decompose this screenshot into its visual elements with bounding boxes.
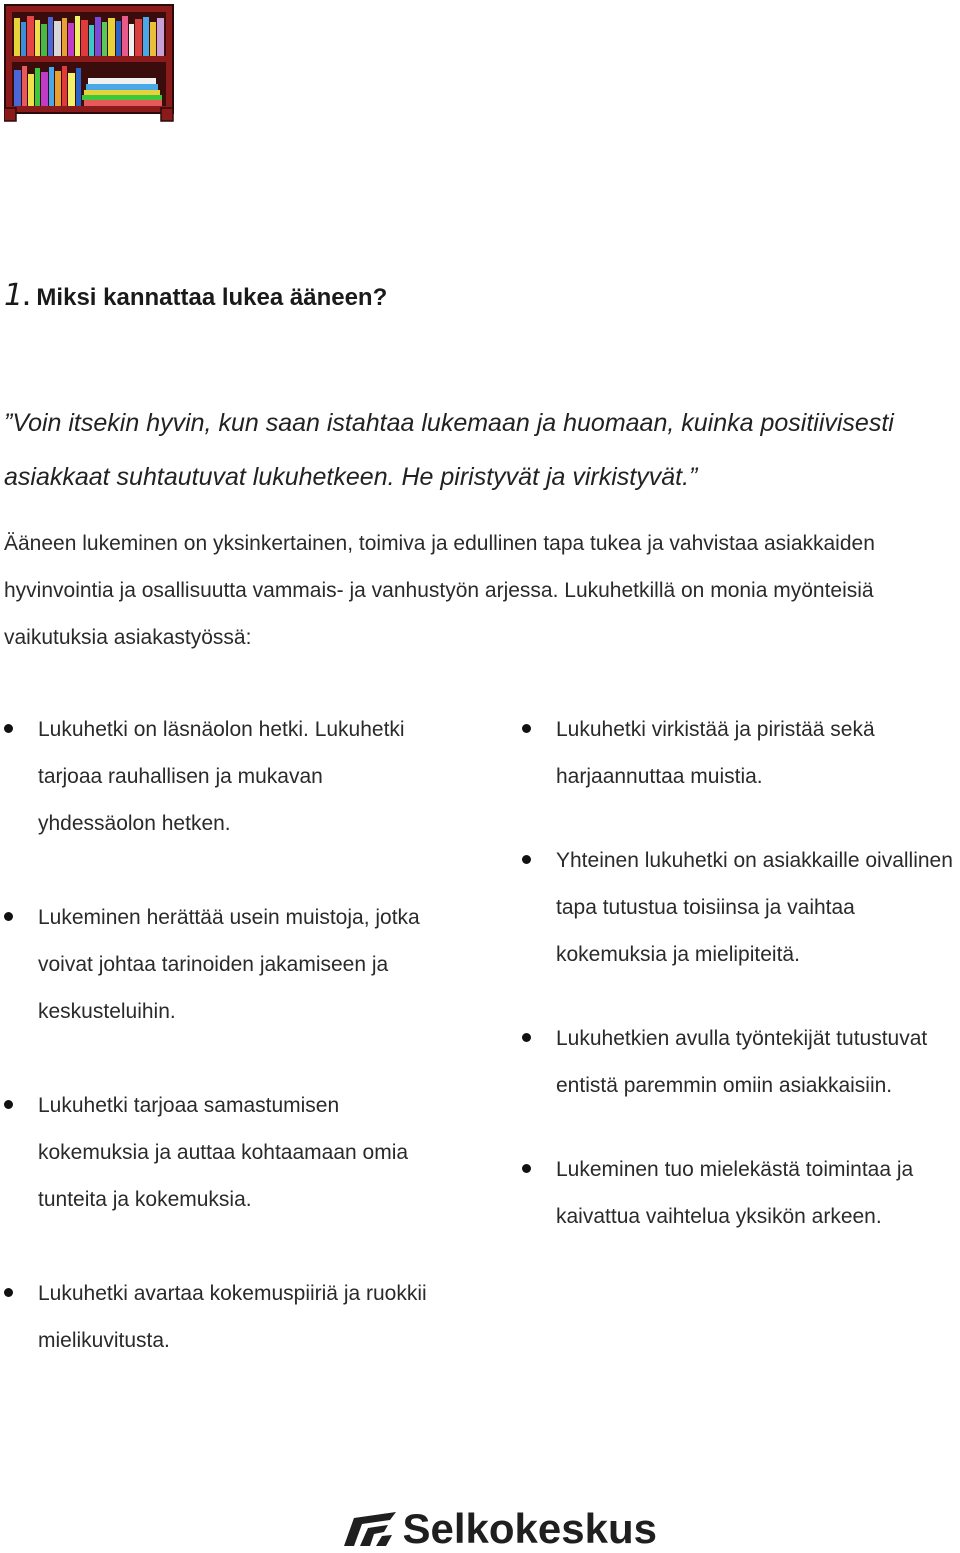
quote-text: ”Voin itsekin hyvin, kun saan istahtaa lukemaan ja huomaan, kuinka positiivisesti asiakkaat suhtautuvat lukuhetkeen. He piristyvät ja virkistyvät.” xyxy=(4,409,894,491)
page-heading xyxy=(4,278,387,313)
list-item: Lukuhetki on läsnäolon hetki. Lukuhetki tarjoaa rauhallisen ja mukavan yhdessäolon hetken. xyxy=(2,706,442,847)
list-item: Yhteinen lukuhetki on asiakkaille oivallinen tapa tutustua toisiinsa ja vaihtaa kokemuksia ja mielipiteitä. xyxy=(520,837,960,978)
list-item: Lukuhetki virkistää ja piristää sekä harjaannuttaa muistia. xyxy=(520,706,960,800)
heading-number: 1 xyxy=(4,278,24,313)
list-item: Lukuhetkien avulla työntekijät tutustuvat entistä paremmin omiin asiakkaisiin. xyxy=(520,1015,960,1109)
list-item: Lukeminen herättää usein muistoja, jotka voivat johtaa tarinoiden jakamiseen ja keskusteluihin. xyxy=(2,894,442,1035)
intro-paragraph: Ääneen lukeminen on yksinkertainen, toimiva ja edullinen tapa tukea ja vahvistaa asiakkaiden hyvinvointia ja osallisuutta vammais- ja vanhustyön arjessa. Lukuhetkillä on monia myönteisiä vaikutuksia asiakastyössä: xyxy=(4,532,875,649)
bookshelf-icon xyxy=(4,4,176,122)
right-bullet-list xyxy=(520,706,960,1277)
heading-text: . Miksi kannattaa lukea ääneen? xyxy=(23,284,388,311)
left-bullet-list xyxy=(2,706,442,1411)
logo-text: Selkokeskus xyxy=(402,1505,657,1552)
list-item: Lukuhetki tarjoaa samastumisen kokemuksia ja auttaa kohtaamaan omia tunteita ja kokemuksia. xyxy=(2,1082,442,1223)
list-item: Lukeminen tuo mielekästä toimintaa ja kaivattua vaihtelua yksikön arkeen. xyxy=(520,1146,960,1240)
selkokeskus-logo xyxy=(340,1505,657,1553)
selkokeskus-logo-icon xyxy=(340,1510,398,1548)
list-item: Lukuhetki avartaa kokemuspiiriä ja ruokkii mielikuvitusta. xyxy=(2,1270,442,1364)
